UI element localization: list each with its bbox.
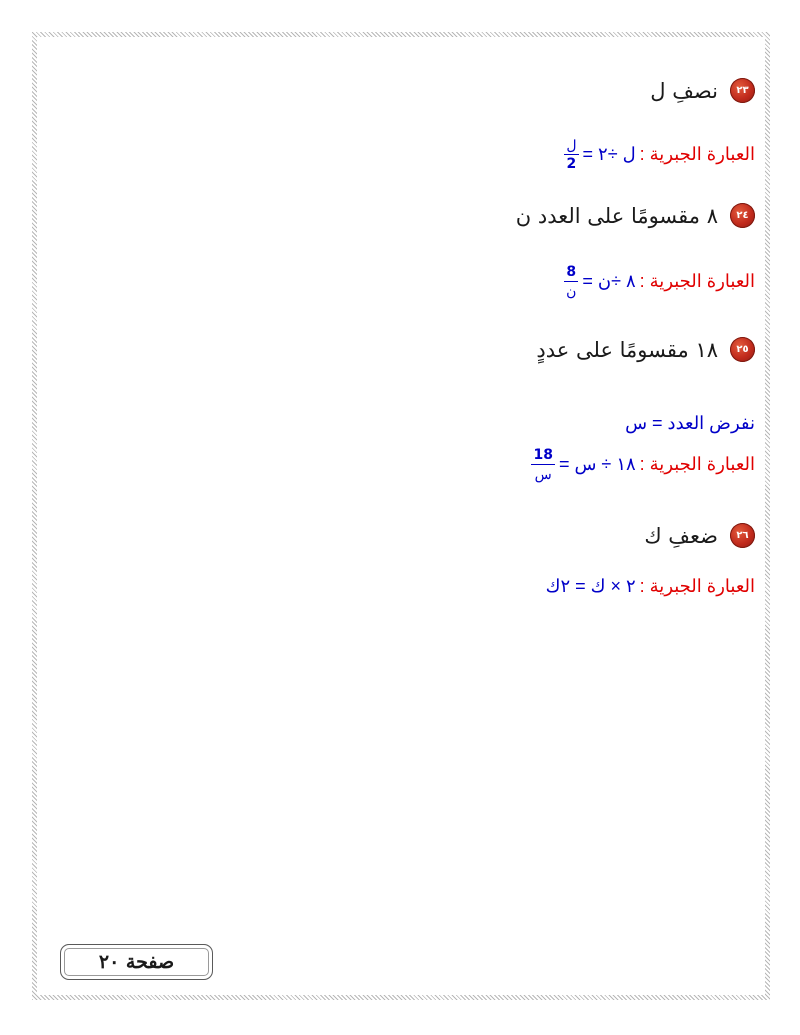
problem-number-badge: ٢٤: [730, 203, 755, 228]
worksheet-content: [40, 40, 755, 940]
page-number-label: صفحة ٢٠: [60, 944, 213, 980]
answer-expression: [564, 265, 636, 298]
fraction-denominator: ن: [566, 283, 577, 299]
answer-expression: ٢ × ك = ٢ك: [545, 576, 636, 596]
answer-expression: [564, 138, 635, 171]
fraction: [531, 448, 554, 481]
expression-text: ٨ ÷ن =: [582, 271, 636, 291]
problem-number-badge: ٢٦: [730, 523, 755, 548]
answer-label: العبارة الجبرية :: [639, 576, 755, 596]
answer-label: العبارة الجبرية :: [639, 454, 755, 474]
problem-text: نصفِ ل: [650, 78, 718, 103]
answer-expression: [531, 448, 635, 481]
problem-23: [650, 78, 755, 103]
fraction-numerator: 8: [566, 264, 577, 280]
fraction-numerator: 18: [533, 447, 553, 463]
fraction-numerator: ل: [566, 137, 577, 153]
assumption-text: نفرض العدد = س: [625, 413, 755, 433]
problem-25: [536, 337, 755, 362]
problem-number-badge: ٢٣: [730, 78, 755, 103]
problem-26: [644, 523, 755, 548]
fraction: [564, 265, 578, 298]
answer-label: العبارة الجبرية :: [639, 144, 755, 164]
fraction-denominator: س: [534, 466, 552, 482]
expression-text: ١٨ ÷ س =: [558, 454, 636, 474]
answer-24: [564, 265, 755, 298]
problem-text: ضعفِ ك: [644, 523, 718, 548]
problem-24: [516, 203, 755, 228]
problem-number-badge: ٢٥: [730, 337, 755, 362]
answer-25: [531, 448, 755, 481]
problem-text: ٨ مقسومًا على العدد ن: [515, 203, 718, 228]
expression-text: ل ÷٢ =: [582, 144, 636, 164]
answer-label: العبارة الجبرية :: [639, 271, 755, 291]
answer-23: [564, 138, 755, 171]
problem-text: ١٨ مقسومًا على عددٍ: [536, 337, 718, 362]
fraction-denominator: 2: [566, 156, 577, 172]
answer-26: [546, 576, 755, 597]
assumption-25: [625, 413, 755, 434]
fraction: [564, 138, 578, 171]
